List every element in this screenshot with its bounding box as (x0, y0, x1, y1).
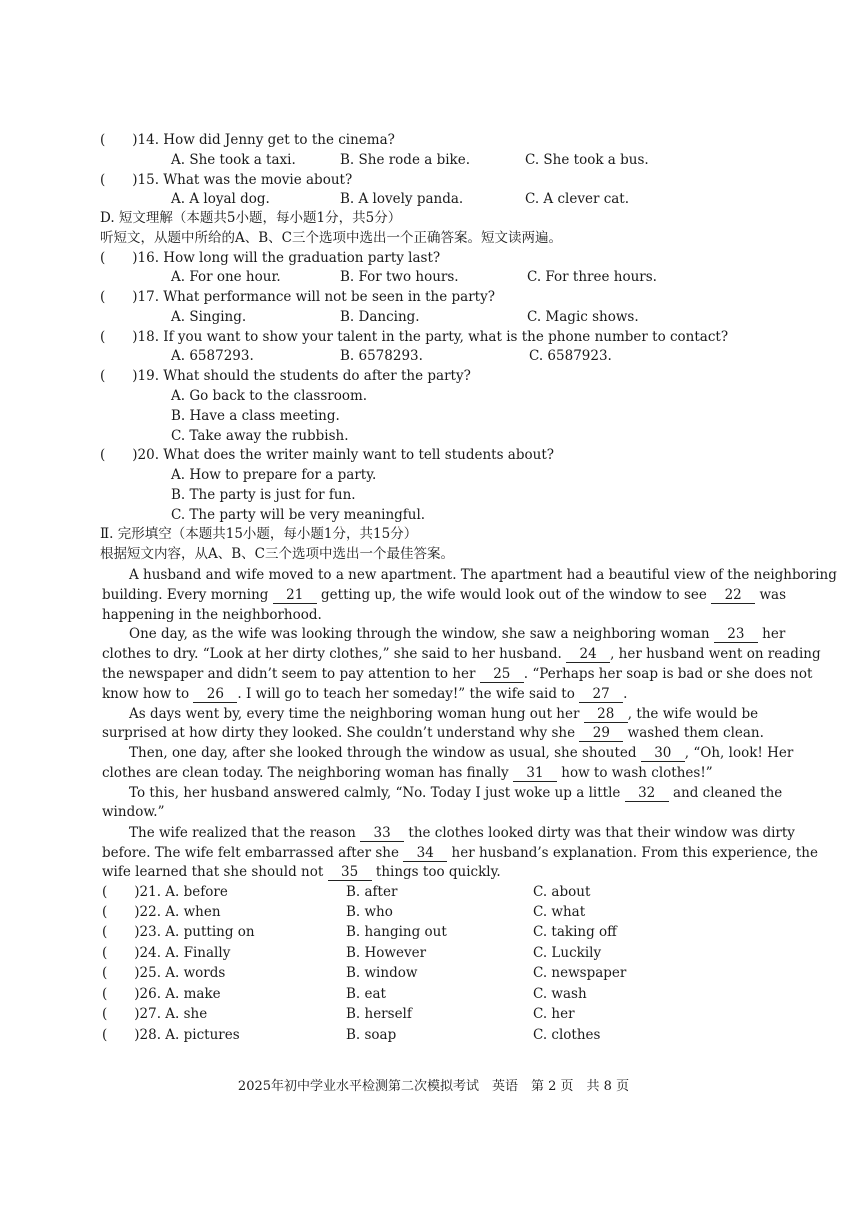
passage-text: the newspaper and didn’t seem to pay attention to her (102, 666, 480, 682)
page-footer: 2025年初中学业水平检测第二次模拟考试 英语 第 2 页 共 8 页 (237, 1079, 630, 1094)
section-d-instruction: 听短文，从题中所给的A、B、C三个选项中选出一个正确答案。短文读两遍。 (100, 230, 562, 246)
question-stem: ( )18. If you want to show your talent in the party, what is the phone number to contact? (100, 329, 729, 345)
cloze-blank: 22 (711, 587, 755, 604)
passage-text: building. Every morning (102, 587, 273, 603)
question-stem: ( )20. What does the writer mainly want to tell students about? (100, 447, 554, 463)
cloze-option-b: B. who (346, 904, 393, 920)
cloze-option-b: B. soap (346, 1027, 397, 1043)
passage-line (102, 665, 812, 683)
passage-line (102, 863, 501, 881)
passage-line (102, 724, 764, 742)
cloze-blank: 21 (273, 587, 317, 604)
option-a: A. A loyal dog. (171, 191, 270, 207)
cloze-option-c: C. her (533, 1006, 575, 1022)
question-stem: ( )15. What was the movie about? (100, 172, 353, 188)
cloze-blank: 23 (714, 626, 758, 643)
cloze-option-b: B. after (346, 884, 398, 900)
cloze-blank: 25 (480, 666, 524, 683)
cloze-option-b: B. However (346, 945, 427, 961)
passage-line (102, 645, 821, 663)
option-a: A. How to prepare for a party. (171, 467, 377, 483)
option-c: C. A clever cat. (525, 191, 630, 207)
passage-text: getting up, the wife would look out of the window to see (316, 587, 712, 603)
passage-text: and cleaned the (668, 785, 783, 801)
passage-line (102, 625, 785, 643)
cloze-option-c: C. taking off (533, 924, 617, 940)
passage-text: clothes to dry. “Look at her dirty clothes,” she said to her husband. (102, 646, 567, 662)
question-stem: ( )16. How long will the graduation party last? (100, 250, 441, 266)
cloze-blank: 28 (584, 706, 628, 723)
question-stem: ( )19. What should the students do after the party? (100, 368, 471, 384)
passage-line (102, 705, 758, 723)
passage-text: her (757, 626, 786, 642)
option-b: B. For two hours. (340, 269, 459, 285)
passage-text: , her husband went on reading (610, 646, 821, 662)
cloze-blank: 32 (625, 785, 669, 802)
cloze-blank: 29 (579, 725, 623, 742)
cloze-option-c: C. wash (533, 986, 587, 1002)
passage-text: know how to (102, 686, 194, 702)
passage-text: before. The wife felt embarrassed after she (102, 845, 404, 861)
option-b: B. 6578293. (340, 348, 423, 364)
cloze-option-c: C. about (533, 884, 591, 900)
passage-text: surprised at how dirty they looked. She couldn’t understand why she (102, 725, 580, 741)
option-a: A. For one hour. (171, 269, 281, 285)
cloze-option-c: C. newspaper (533, 965, 627, 981)
option-c: C. 6587923. (529, 348, 612, 364)
passage-line (102, 586, 786, 604)
cloze-blank: 26 (193, 686, 237, 703)
cloze-option-c: C. Luckily (533, 945, 602, 961)
option-a: A. Singing. (171, 309, 247, 325)
passage-line (102, 844, 818, 862)
cloze-blank: 30 (641, 745, 685, 762)
passage-line (102, 824, 795, 842)
passage-line: A husband and wife moved to a new apartment. The apartment had a beautiful view of the neighboring (102, 567, 837, 583)
cloze-option-c: C. what (533, 904, 586, 920)
section-d-title: D. 短文理解（本题共5小题，每小题1分，共5分） (100, 210, 402, 226)
cloze-instruction: 根据短文内容，从A、B、C三个选项中选出一个最佳答案。 (100, 546, 454, 562)
passage-text: To this, her husband answered calmly, “No. Today I just woke up a little (102, 785, 625, 801)
cloze-blank: 34 (403, 845, 447, 862)
option-a: A. She took a taxi. (171, 152, 296, 168)
cloze-option-row: ( )27. A. she (102, 1006, 208, 1022)
passage-text: the clothes looked dirty was that their window was dirty (404, 825, 795, 841)
passage-text: how to wash clothes!” (556, 765, 713, 781)
passage-line (102, 744, 793, 762)
cloze-title: Ⅱ. 完形填空（本题共15小题，每小题1分，共15分） (100, 526, 418, 542)
passage-text: washed them clean. (623, 725, 764, 741)
option-b: B. Have a class meeting. (171, 408, 340, 424)
option-b: B. The party is just for fun. (171, 487, 356, 503)
cloze-option-row: ( )24. A. Finally (102, 945, 231, 961)
passage-line: happening in the neighborhood. (102, 607, 322, 623)
cloze-option-b: B. eat (346, 986, 386, 1002)
passage-text: . (623, 686, 628, 702)
option-c: C. She took a bus. (525, 152, 649, 168)
cloze-option-b: B. window (346, 965, 418, 981)
cloze-blank: 24 (566, 646, 610, 663)
cloze-option-row: ( )26. A. make (102, 986, 221, 1002)
option-c: C. For three hours. (527, 269, 657, 285)
option-b: B. Dancing. (340, 309, 420, 325)
cloze-option-row: ( )25. A. words (102, 965, 226, 981)
passage-line (102, 784, 782, 802)
cloze-blank: 31 (513, 765, 557, 782)
cloze-option-row: ( )23. A. putting on (102, 924, 255, 940)
passage-text: As days went by, every time the neighboring woman hung out her (102, 706, 584, 722)
option-b: B. A lovely panda. (340, 191, 464, 207)
passage-line (102, 764, 713, 782)
option-a: A. Go back to the classroom. (171, 388, 368, 404)
passage-text: The wife realized that the reason (102, 825, 361, 841)
passage-text: things too quickly. (371, 864, 501, 880)
cloze-option-row: ( )21. A. before (102, 884, 228, 900)
cloze-option-row: ( )28. A. pictures (102, 1027, 240, 1043)
cloze-blank: 35 (328, 864, 372, 881)
cloze-option-b: B. hanging out (346, 924, 447, 940)
question-stem: ( )14. How did Jenny get to the cinema? (100, 132, 395, 148)
option-b: B. She rode a bike. (340, 152, 470, 168)
passage-text: clothes are clean today. The neighboring woman has finally (102, 765, 513, 781)
passage-text: Then, one day, after she looked through the window as usual, she shouted (102, 745, 641, 761)
passage-text: wife learned that she should not (102, 864, 328, 880)
cloze-blank: 33 (360, 825, 404, 842)
passage-text: One day, as the wife was looking through the window, she saw a neighboring woman (102, 626, 714, 642)
passage-text: , the wife would be (627, 706, 759, 722)
cloze-option-row: ( )22. A. when (102, 904, 221, 920)
option-c: C. Take away the rubbish. (171, 428, 349, 444)
passage-line: window.” (102, 804, 165, 820)
cloze-option-c: C. clothes (533, 1027, 601, 1043)
passage-text: . “Perhaps her soap is bad or she does not (523, 666, 813, 682)
passage-text: , “Oh, look! Her (684, 745, 794, 761)
option-a: A. 6587293. (171, 348, 254, 364)
option-c: C. Magic shows. (527, 309, 639, 325)
passage-text: her husband’s explanation. From this experience, the (447, 845, 818, 861)
cloze-blank: 27 (579, 686, 623, 703)
passage-text: was (755, 587, 786, 603)
question-stem: ( )17. What performance will not be seen in the party? (100, 289, 495, 305)
passage-text: . I will go to teach her someday!” the wife said to (237, 686, 580, 702)
passage-line (102, 685, 627, 703)
cloze-option-b: B. herself (346, 1006, 412, 1022)
option-c: C. The party will be very meaningful. (171, 507, 426, 523)
